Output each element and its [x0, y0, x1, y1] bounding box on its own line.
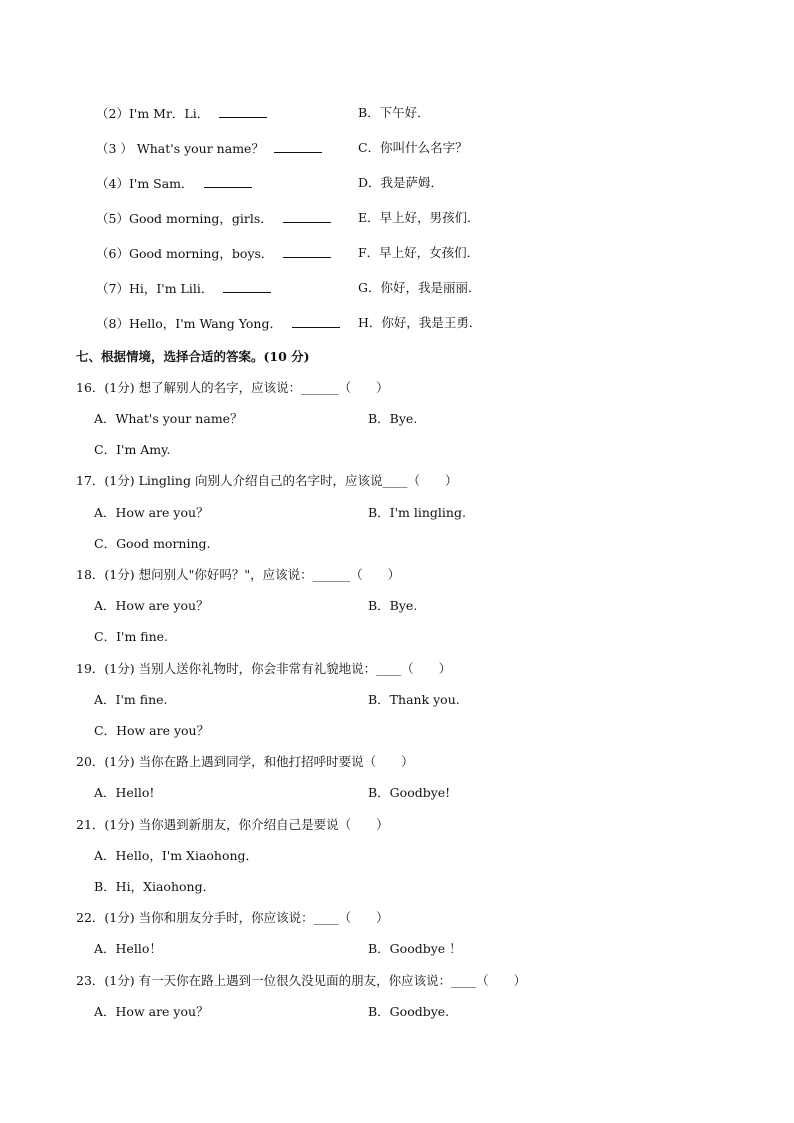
matching-item-cn: H．你好，我是王勇．: [358, 315, 482, 330]
matching-item-en: （7）Hi，I'm Lili．: [96, 278, 271, 299]
answer-blank[interactable]: [219, 103, 267, 118]
matching-item-en: （6）Good morning，boys．: [96, 243, 331, 264]
option-a[interactable]: A．How are you？: [94, 1004, 209, 1019]
option-b[interactable]: B．Hi，Xiaohong．: [94, 879, 216, 894]
matching-item-cn: B．下午好．: [358, 105, 430, 120]
option-c[interactable]: C．I'm Amy.: [94, 442, 171, 457]
option-b[interactable]: B．Bye.: [368, 598, 418, 613]
option-a[interactable]: A．I'm fine.: [94, 692, 168, 707]
matching-row: [0, 278, 794, 298]
answer-blank[interactable]: [223, 278, 271, 293]
matching-item-cn: D．我是萨姆．: [358, 175, 444, 190]
answer-blank[interactable]: [274, 138, 322, 153]
option-a[interactable]: A．How are you？: [94, 598, 209, 613]
answer-blank[interactable]: [204, 173, 252, 188]
question-stem: 21．(1分) 当你遇到新朋友，你介绍自己是要说（ ）: [76, 817, 389, 832]
answer-blank[interactable]: [292, 313, 340, 328]
matching-item-en: （3 ） What's your name？: [96, 138, 322, 159]
matching-item-en: （4）I'm Sam．: [96, 173, 252, 194]
answer-blank[interactable]: [283, 208, 331, 223]
question-stem: 18．(1分) 想问别人"你好吗？"，应该说：______（ ）: [76, 567, 401, 582]
section-heading: 七、根据情境，选择合适的答案。(10 分): [76, 349, 310, 364]
matching-item-en: （2）I'm Mr．Li．: [96, 103, 267, 124]
option-c[interactable]: C．I'm fine.: [94, 629, 169, 644]
matching-item-cn: G．你好，我是丽丽．: [358, 280, 481, 295]
matching-row: [0, 208, 794, 228]
option-b[interactable]: B．Goodbye!: [368, 785, 451, 800]
option-b[interactable]: B．Goodbye ！: [368, 941, 462, 956]
option-b[interactable]: B．I'm lingling.: [368, 505, 466, 520]
matching-row: [0, 138, 794, 158]
question-stem: 17．(1分) Lingling 向别人介绍自己的名字时，应该说____（ ）: [76, 473, 458, 488]
option-b[interactable]: B．Bye.: [368, 411, 418, 426]
question-stem: 16．(1分) 想了解别人的名字，应该说：______（ ）: [76, 380, 389, 395]
option-b[interactable]: B．Goodbye.: [368, 1004, 450, 1019]
matching-item-cn: E．早上好，男孩们．: [358, 210, 480, 225]
matching-row: [0, 313, 794, 333]
answer-blank[interactable]: [283, 243, 331, 258]
matching-item-cn: F．早上好，女孩们．: [358, 245, 480, 260]
matching-row: [0, 173, 794, 193]
question-stem: 22．(1分) 当你和朋友分手时，你应该说：____（ ）: [76, 910, 389, 925]
matching-row: [0, 103, 794, 123]
option-a[interactable]: A．Hello!: [94, 785, 155, 800]
option-c[interactable]: C．How are you？: [94, 723, 210, 738]
matching-item-cn: C．你叫什么名字？: [358, 140, 468, 155]
matching-item-en: （8）Hello，I'm Wang Yong．: [96, 313, 340, 334]
option-a[interactable]: A．How are you？: [94, 505, 209, 520]
question-stem: 23．(1分) 有一天你在路上遇到一位很久没见面的朋友，你应该说：____（ ）: [76, 973, 527, 988]
option-a[interactable]: A．Hello，I'm Xiaohong．: [94, 848, 259, 863]
question-stem: 19．(1分) 当别人送你礼物时，你会非常有礼貌地说：____（ ）: [76, 661, 452, 676]
option-c[interactable]: C．Good morning.: [94, 536, 211, 551]
matching-row: [0, 243, 794, 263]
option-b[interactable]: B．Thank you.: [368, 692, 460, 707]
matching-item-en: （5）Good morning，girls．: [96, 208, 331, 229]
option-a[interactable]: A．Hello！: [94, 941, 162, 956]
option-a[interactable]: A．What's your name？: [94, 411, 243, 426]
question-stem: 20．(1分) 当你在路上遇到同学，和他打招呼时要说（ ）: [76, 754, 414, 769]
